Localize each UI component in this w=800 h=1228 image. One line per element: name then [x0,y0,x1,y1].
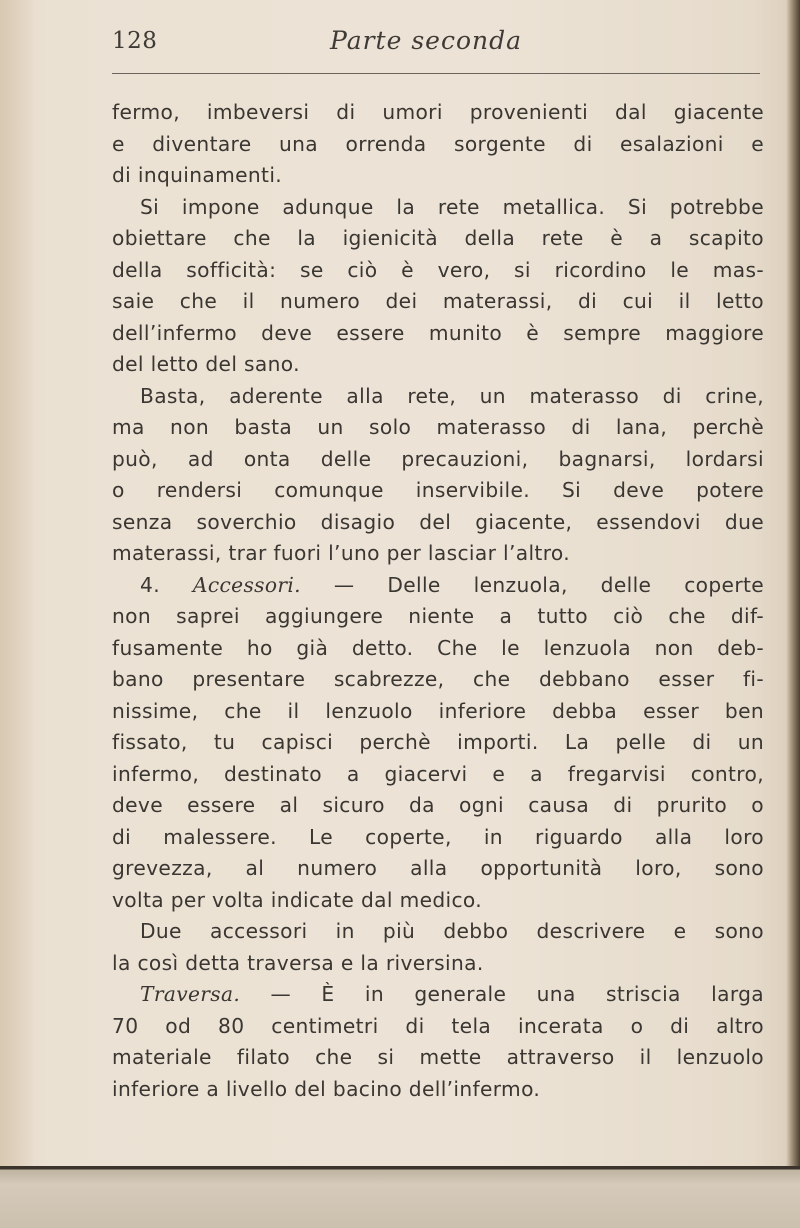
text-line: di malessere. Le coperte, in riguardo alla loro [112,824,764,849]
text-line: obiettare che la igienicità della rete è a scapito [112,226,764,250]
text-line: deve essere al sicuro da ogni causa di prurito o [112,793,764,817]
text-line: ma non basta un solo materasso di lana, perchè [112,415,764,439]
text-line: fusamente ho già detto. Che le lenzuola non deb- [112,635,764,660]
body-text [112,97,764,1105]
text-line: Si impone adunque la rete metallica. Si potrebbe [140,194,764,219]
page-edge-shadow [786,0,800,1228]
text-line: grevezza, al numero alla opportunità loro, sono [112,856,764,880]
text-line: di inquinamenti. [112,163,283,187]
text-line: Due accessori in più debbo descrivere e sono [140,919,764,943]
text-line: fermo, imbeversi di umori provenienti dal giacente [112,100,764,124]
text-line: materiale filato che si mette attraverso il lenzuolo [112,1045,764,1069]
text-line: senza soverchio disagio del giacente, essendovi due [112,509,764,534]
text-line: saie che il numero dei materassi, di cui il letto [112,289,764,313]
text-line: o rendersi comunque inservibile. Si deve potere [112,478,764,502]
text-line: inferiore a livello del bacino dell’infermo. [112,1076,541,1101]
page-bottom-edge [0,1166,800,1228]
text-line: fissato, tu capisci perchè importi. La pelle di un [112,730,764,754]
text-line: dell’infermo deve essere munito è sempre maggiore [112,320,764,345]
text-line: della sofficità: se ciò è vero, si ricordino le mas- [112,257,764,282]
text-line: nissime, che il lenzuolo inferiore debba esser ben [112,698,764,723]
page-number: 128 [112,28,158,54]
italic-heading: Accessori. [192,572,301,597]
section-number: 4. [140,572,193,597]
italic-heading: Traversa. [140,982,241,1006]
text-line: materassi, trar fuori l’uno per lasciar l’altro. [112,541,571,565]
text-line: bano presentare scabrezze, che debbano esser fi- [112,667,764,691]
line-text: — È in generale una striscia larga [240,982,764,1006]
text-line: del letto del sano. [112,352,300,376]
text-line [112,979,764,1011]
text-line: e diventare una orrenda sorgente di esalazioni e [112,131,764,156]
text-line: Basta, aderente alla rete, un materasso di crine, [140,383,764,408]
page-gutter-shadow [0,0,34,1228]
header-rule [112,73,760,74]
text-line: non saprei aggiungere niente a tutto ciò che dif- [112,604,764,628]
text-line: può, ad onta delle precauzioni, bagnarsi, lordarsi [112,446,764,471]
text-line: la così detta traversa e la riversina. [112,950,484,975]
text-line: 70 od 80 centimetri di tela incerata o di altro [112,1013,764,1038]
text-line [112,570,764,602]
text-line: volta per volta indicate dal medico. [112,887,483,912]
page-header [112,26,762,66]
line-text: — Delle lenzuola, delle coperte [300,572,765,597]
text-line: infermo, destinato a giacervi e a fregarvisi contro, [112,761,764,786]
running-head: Parte seconda [330,26,523,55]
